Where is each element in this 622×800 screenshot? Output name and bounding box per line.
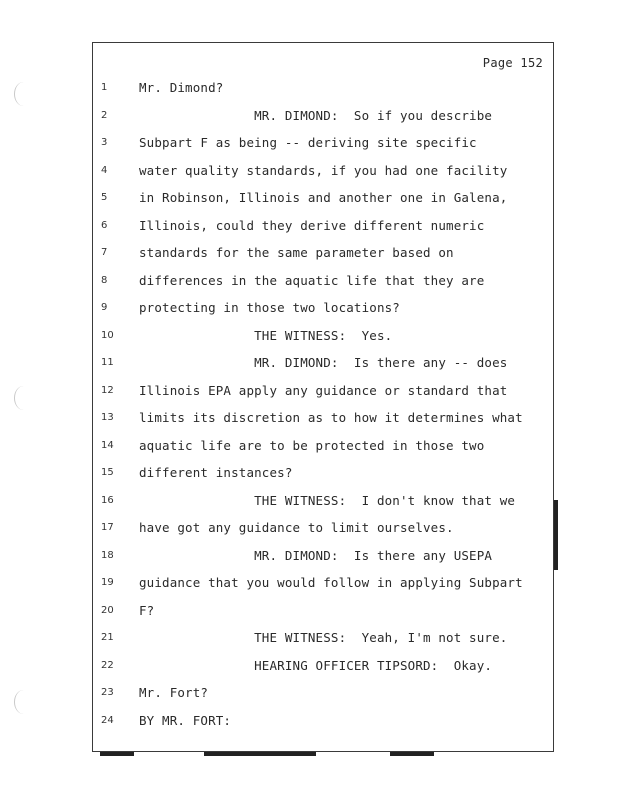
line-number: 3 — [101, 137, 108, 148]
transcript-line — [93, 655, 553, 677]
line-number: 24 — [101, 714, 114, 726]
line-text: BY MR. FORT: — [139, 712, 232, 728]
line-number: 10 — [101, 329, 114, 341]
line-number: 8 — [101, 274, 108, 286]
line-text: THE WITNESS: Yeah, I'm not sure. — [139, 630, 508, 645]
line-number: 6 — [101, 219, 108, 231]
hole-punch-bottom — [14, 690, 33, 714]
hole-punch-middle — [14, 386, 33, 410]
line-number: 2 — [101, 109, 108, 121]
transcript-line — [93, 242, 553, 264]
transcript-line — [93, 545, 553, 567]
line-number: 7 — [101, 247, 108, 258]
line-text: F? — [139, 602, 155, 618]
transcript-line — [93, 77, 553, 99]
line-number: 12 — [101, 384, 114, 396]
line-text: different instances? — [139, 465, 293, 480]
line-text: Subpart F as being -- deriving site specific — [139, 135, 477, 150]
transcript-line — [93, 132, 553, 154]
transcript-line — [93, 710, 553, 732]
transcript-line — [93, 160, 553, 182]
line-number: 13 — [101, 412, 114, 423]
transcript-line — [93, 270, 553, 292]
transcript-line — [93, 682, 553, 704]
line-number: 18 — [101, 549, 114, 561]
transcript-line — [93, 187, 553, 209]
line-number: 19 — [101, 577, 114, 588]
line-text: MR. DIMOND: Is there any -- does — [139, 355, 508, 370]
line-text: Illinois EPA apply any guidance or standard that — [139, 382, 508, 398]
line-number: 22 — [101, 659, 114, 671]
transcript-line — [93, 627, 553, 649]
line-number: 1 — [101, 82, 108, 93]
line-number: 16 — [101, 494, 114, 506]
line-text: aquatic life are to be protected in those two — [139, 437, 485, 453]
transcript-line — [93, 325, 553, 347]
page-number: Page 152 — [482, 56, 543, 70]
hole-punch-top — [14, 82, 33, 106]
line-number: 23 — [101, 687, 114, 698]
transcript-line — [93, 435, 553, 457]
line-text: HEARING OFFICER TIPSORD: Okay. — [139, 657, 493, 673]
transcript-line — [93, 105, 553, 127]
line-text: have got any guidance to limit ourselves. — [139, 520, 454, 535]
transcript-line — [93, 572, 553, 594]
bottom-edge-mark — [100, 752, 134, 756]
transcript-page — [92, 42, 554, 752]
frame-edge-mark — [554, 500, 558, 570]
line-text: water quality standards, if you had one facility — [139, 162, 508, 178]
transcript-line — [93, 490, 553, 512]
line-text: THE WITNESS: Yes. — [139, 327, 393, 343]
line-text: in Robinson, Illinois and another one in Galena, — [139, 190, 508, 205]
bottom-edge-mark — [390, 752, 434, 756]
line-number: 15 — [101, 467, 114, 478]
line-text: THE WITNESS: I don't know that we — [139, 492, 516, 508]
bottom-edge-mark — [204, 752, 316, 756]
line-text: standards for the same parameter based on — [139, 245, 454, 260]
transcript-line — [93, 407, 553, 429]
line-text: guidance that you would follow in applying Subpart — [139, 575, 523, 590]
line-text: MR. DIMOND: Is there any USEPA — [139, 547, 493, 563]
line-number: 11 — [101, 357, 114, 368]
line-number: 20 — [101, 604, 114, 616]
line-number: 4 — [101, 164, 108, 176]
line-text: protecting in those two locations? — [139, 300, 400, 315]
line-text: Mr. Fort? — [139, 685, 209, 700]
line-text: limits its discretion as to how it determines what — [139, 410, 523, 425]
transcript-line — [93, 462, 553, 484]
transcript-line — [93, 380, 553, 402]
transcript-line — [93, 352, 553, 374]
line-number: 21 — [101, 632, 114, 643]
line-number: 14 — [101, 439, 114, 451]
line-number: 9 — [101, 302, 108, 313]
line-text: differences in the aquatic life that they are — [139, 272, 485, 288]
line-text: Mr. Dimond? — [139, 80, 224, 95]
transcript-line — [93, 297, 553, 319]
transcript-line — [93, 600, 553, 622]
line-number: 17 — [101, 522, 114, 533]
transcript-line — [93, 517, 553, 539]
line-number: 5 — [101, 192, 108, 203]
transcript-line — [93, 215, 553, 237]
line-text: MR. DIMOND: So if you describe — [139, 107, 493, 123]
line-text: Illinois, could they derive different numeric — [139, 217, 485, 233]
